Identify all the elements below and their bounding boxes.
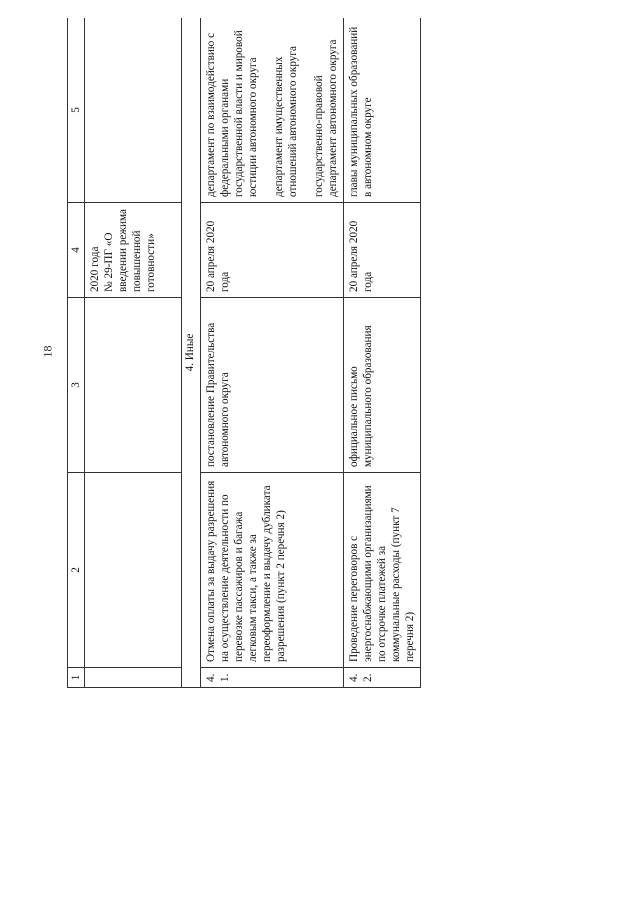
table-row [201,18,344,688]
continuation-row [85,18,182,688]
cell-empty [85,668,182,688]
measure-cell: Проведение переговоров с энергоснабжающими организациями по отсрочке платежей за коммунальные расходы (пункт 7 перечня 2) [344,473,421,668]
table-row [344,18,421,688]
document-cell: официальное письмо муниципального образования [344,298,421,473]
page-number: 18 [40,345,55,358]
rotated-table [67,18,560,688]
section-row [182,18,201,688]
date-cell: 20 апреля 2020 года [344,203,421,298]
spacer [300,23,312,197]
responsible-item: департамент по взаимодействию с федеральными органами государственной власти и мировой юстиции автономного округа [205,30,259,197]
column-number: 3 [68,298,85,473]
cell-empty [85,298,182,473]
column-number: 5 [68,18,85,203]
measures-table [67,18,421,688]
responsible-item: департамент имущественных отношений автономного округа [273,46,299,197]
responsible-cell [344,18,421,203]
cell-empty [85,18,182,203]
responsible-item: главы муниципальных образований в автономном округе [348,26,374,197]
date-cell: 20 апреля 2020 года [201,203,344,298]
column-number: 4 [68,203,85,298]
row-number: 4.2. [344,668,421,688]
column-number-row [68,18,85,688]
spacer [260,23,272,197]
section-title: 4. Иные [182,18,201,688]
column-number: 2 [68,473,85,668]
column-number: 1 [68,668,85,688]
measure-cell: Отмена оплаты за выдачу разрешения на осуществление деятельности по перевозке пассажиров и багажа легковым такси, а также за переоформление и выдачу дубликата разрешения (пункт 2 перечня 2) [201,473,344,668]
cell-empty [85,473,182,668]
table-canvas [67,18,560,688]
continuation-date-cell: 2020 года № 29-ПГ «О введении режима повышенной готовности» [85,203,182,298]
row-number: 4.1. [201,668,344,688]
responsible-cell [201,18,344,203]
document-cell: постановление Правительства автономного округа [201,298,344,473]
responsible-item: государственно-правовой департамент автономного округа [313,39,339,197]
